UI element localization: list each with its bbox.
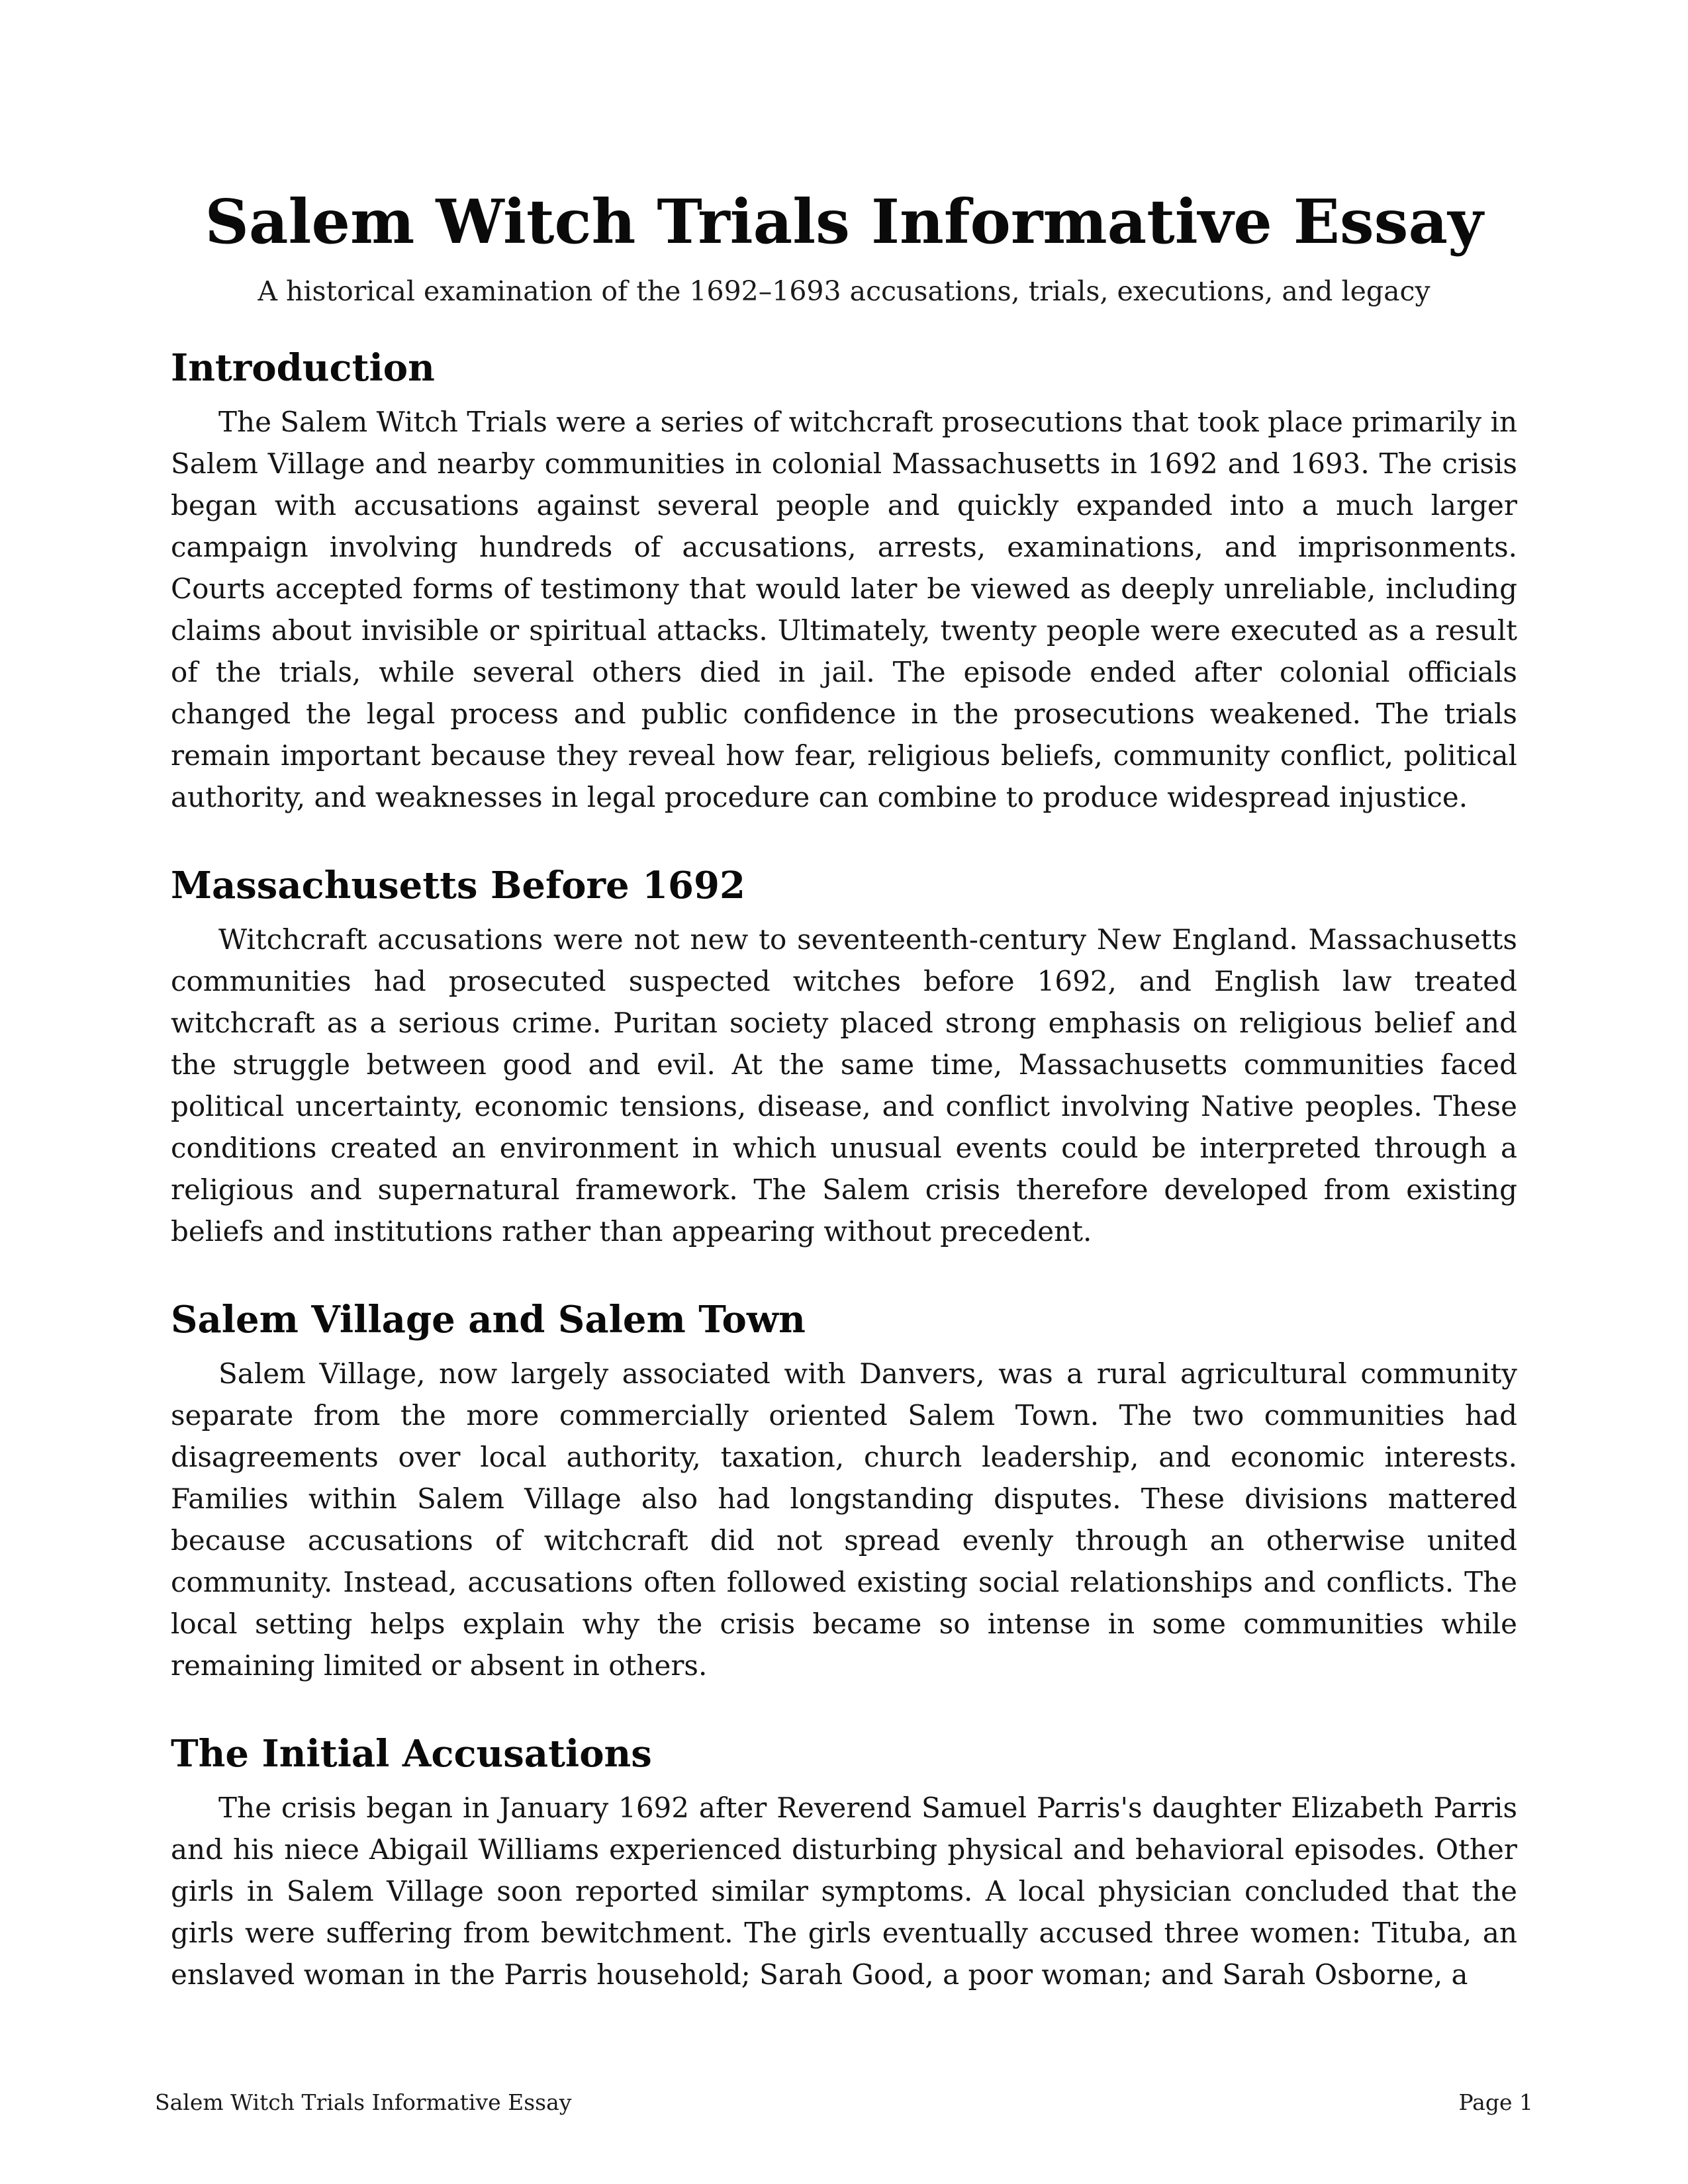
section-paragraph: The crisis began in January 1692 after Reverend Samuel Parris's daughter Elizabeth Parris and his niece Abigail Williams experienced disturbing physical and behavioral episodes. Other girls in Salem Village soon reported similar symptoms. A local physician concluded that the girls were suffering from bewitchment. The girls eventually accused three women: Tituba, an enslaved woman in the Parris household; Sarah Good, a poor woman; and Sarah Osborne, a (171, 1792, 1517, 1991)
section-heading: The Initial Accusations (171, 1732, 652, 1776)
footer-page-number: Page 1 (1458, 2089, 1533, 2115)
section-paragraph: Salem Village, now largely associated with Danvers, was a rural agricultural community separate from the more commercially oriented Salem Town. The two communities had disagreements over local authority, taxation, church leadership, and economic interests. Families within Salem Village also had longstanding disputes. These divisions mattered because accusations of witchcraft did not spread evenly through an otherwise united community. Instead, accusations often followed existing social relationships and conflicts. The local setting helps explain why the crisis became so intense in some communities while remaining limited or absent in others. (171, 1357, 1517, 1682)
section-massachusetts-before-1692 (171, 859, 1517, 1252)
section-salem-village-and-town (171, 1293, 1517, 1686)
document-subtitle: A historical examination of the 1692–1693 accusations, trials, executions, and legacy (258, 275, 1430, 307)
page-footer (155, 2086, 1533, 2119)
section-heading: Salem Village and Salem Town (171, 1298, 806, 1342)
section-introduction (171, 341, 1517, 818)
page-content (171, 179, 1517, 1995)
section-heading: Introduction (171, 346, 435, 390)
section-paragraph: The Salem Witch Trials were a series of witchcraft prosecutions that took place primarily in Salem Village and nearby communities in colonial Massachusetts in 1692 and 1693. The crisis began with accusations against several people and quickly expanded into a much larger campaign involving hundreds of accusations, arrests, examinations, and imprisonments. Courts accepted forms of testimony that would later be viewed as deeply unreliable, including claims about invisible or spiritual attacks. Ultimately, twenty people were executed as a result of the trials, while several others died in jail. The episode ended after colonial officials changed the legal process and public confidence in the prosecutions weakened. The trials remain important because they reveal how fear, religious beliefs, community conflict, political authority, and weaknesses in legal procedure can combine to produce widespread injustice. (171, 406, 1517, 813)
footer-document-title: Salem Witch Trials Informative Essay (155, 2089, 572, 2115)
document-title: Salem Witch Trials Informative Essay (205, 186, 1483, 257)
section-heading: Massachusetts Before 1692 (171, 864, 745, 907)
section-initial-accusations (171, 1727, 1517, 1995)
section-paragraph: Witchcraft accusations were not new to seventeenth-century New England. Massachusetts communities had prosecuted suspected witches before 1692, and English law treated witchcraft as a serious crime. Puritan society placed strong emphasis on religious belief and the struggle between good and evil. At the same time, Massachusetts communities faced political uncertainty, economic tensions, disease, and conflict involving Native peoples. These conditions created an environment in which unusual events could be interpreted through a religious and supernatural framework. The Salem crisis therefore developed from existing beliefs and institutions rather than appearing without precedent. (171, 923, 1517, 1248)
